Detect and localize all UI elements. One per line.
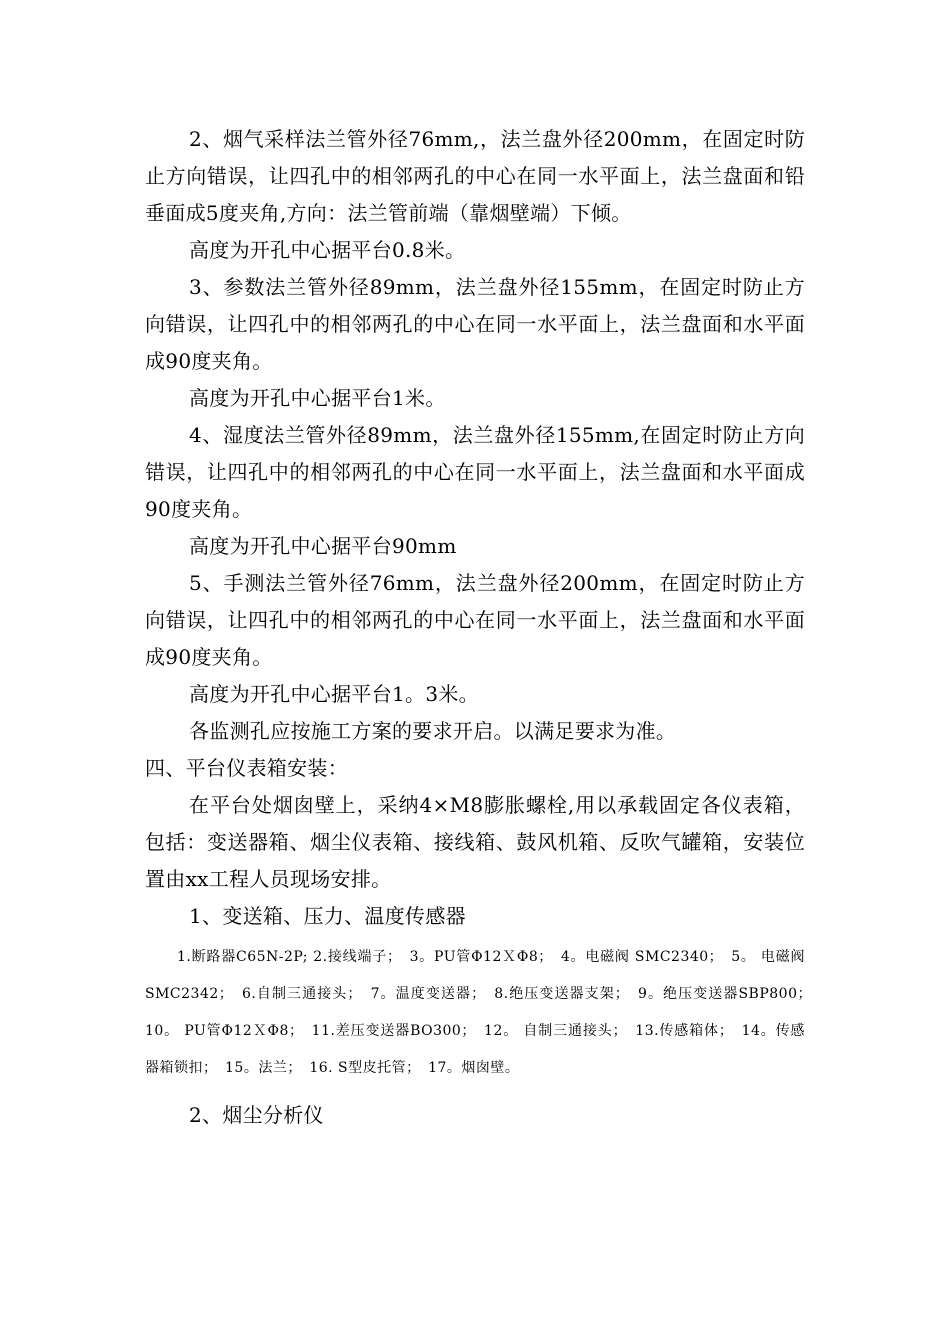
paragraph-manual-flange: 5、手测法兰管外径76mm，法兰盘外径200mm，在固定时防止方向错误，让四孔中的相邻两孔的中心在同一水平面上，法兰盘面和水平面成90度夹角。	[145, 571, 805, 669]
paragraph-instrument-box-mounting: 在平台处烟囱壁上，采纳4×M8膨胀螺栓,用以承载固定各仪表箱，包括：变送器箱、烟尘仪表箱、接线箱、鼓风机箱、反吹气罐箱，安装位置由xx工程人员现场安排。	[145, 793, 805, 891]
section-heading-platform-instrument-box: 四、平台仪表箱安装：	[145, 756, 348, 780]
parts-list: 1.断路器C65N-2P; 2.接线端子； 3。PU管Φ12ＸΦ8； 4。电磁阀 SMC2340； 5。 电磁阀 SMC2342； 6.自制三通接头； 7。温度变送器； 8.绝压变送器支架； 9。绝压变送器SBP800； 10。 PU管Φ12ＸΦ8； 11.差压变送器BO300； 12。 自制三通接头； 13.传感箱体； 14。传感器箱锁扣； 15。法兰； 16. S型皮托管； 17。烟囱壁。	[145, 949, 820, 1076]
paragraph-flue-gas-sampling-flange: 2、烟气采样法兰管外径76mm,，法兰盘外径200mm，在固定时防止方向错误，让四孔中的相邻两孔的中心在同一水平面上，法兰盘面和铅垂面成5度夹角,方向：法兰管前端（靠烟壁端）下倾。	[145, 127, 805, 225]
paragraph-parameter-flange: 3、参数法兰管外径89mm，法兰盘外径155mm，在固定时防止方向错误，让四孔中的相邻两孔的中心在同一水平面上，法兰盘面和水平面成90度夹角。	[145, 275, 805, 373]
paragraph-height-90mm: 高度为开孔中心据平台90mm	[189, 534, 457, 558]
paragraph-humidity-flange: 4、湿度法兰管外径89mm，法兰盘外径155mm,在固定时防止方向错误，让四孔中的相邻两孔的中心在同一水平面上，法兰盘面和水平面成90度夹角。	[145, 423, 805, 521]
paragraph-height-1m: 高度为开孔中心据平台1米。	[189, 386, 446, 410]
paragraph-height-0-8m: 高度为开孔中心据平台0.8米。	[189, 238, 466, 262]
subheading-dust-analyzer: 2、烟尘分析仪	[189, 1103, 324, 1127]
paragraph-monitoring-holes: 各监测孔应按施工方案的要求开启。以满足要求为准。	[189, 719, 677, 743]
paragraph-height-1-3m: 高度为开孔中心据平台1。3米。	[189, 682, 479, 706]
document-body	[145, 121, 820, 1134]
spacer	[145, 1087, 805, 1097]
subheading-transmitter-box: 1、变送箱、压力、温度传感器	[189, 904, 466, 928]
